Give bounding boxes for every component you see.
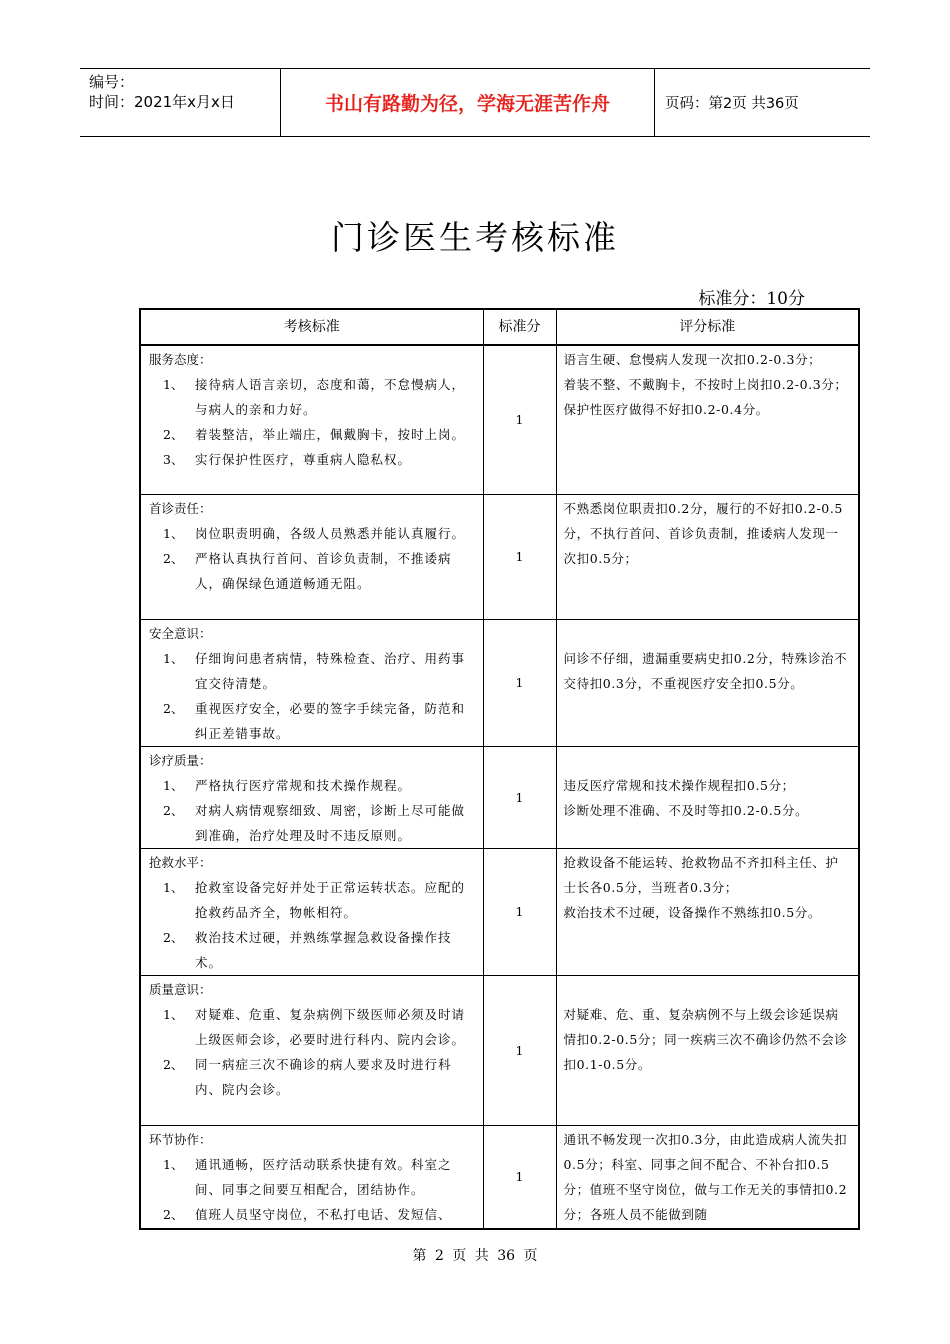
criteria-text: 语言生硬、怠慢病人发现一次扣0.2-0.3分； <box>563 352 822 367</box>
header-motto: 书山有路勤为径，学海无涯苦作舟 <box>281 69 655 136</box>
item-text: 岗位职责明确，各级人员熟悉并能认真履行。 <box>195 525 466 541</box>
list-item <box>149 372 475 422</box>
score-cell: 1 <box>483 975 556 1125</box>
item-number: 2、 <box>163 1206 184 1222</box>
criteria-cell <box>556 345 859 494</box>
item-text: 接待病人语言亲切，态度和蔼，不怠慢病人，与病人的亲和力好。 <box>195 377 466 417</box>
criteria-text: 不熟悉岗位职责扣0.2分，履行的不好扣0.2-0.5分，不执行首问、首诊负责制，推诿病人发现一次扣0.5分； <box>563 500 843 566</box>
header-page-info: 页码：第2页 共36页 <box>665 96 799 112</box>
standard-score: 标准分：10分 <box>698 289 805 309</box>
list-item <box>149 798 475 848</box>
list-item <box>149 1202 475 1227</box>
item-number: 1、 <box>163 650 184 666</box>
list-item <box>149 1152 475 1202</box>
criteria-cell <box>556 975 859 1125</box>
list-item <box>149 422 475 447</box>
list-item <box>149 925 475 975</box>
standard-cell <box>140 345 483 494</box>
item-number: 2、 <box>163 1056 184 1072</box>
item-number: 1、 <box>163 1006 184 1022</box>
row-heading: 环节协作： <box>149 1131 212 1147</box>
item-number: 2、 <box>163 929 184 945</box>
row-heading: 服务态度： <box>149 352 212 367</box>
row-heading: 诊疗质量： <box>149 752 212 768</box>
table-row <box>140 848 859 975</box>
header-meta <box>80 69 281 136</box>
page-footer: 第 2 页 共 36 页 <box>412 1248 538 1264</box>
item-number: 3、 <box>163 452 184 467</box>
criteria-cell <box>556 619 859 746</box>
list-item <box>149 696 475 746</box>
item-number: 2、 <box>163 427 184 442</box>
column-header-score: 标准分 <box>483 309 556 345</box>
item-text: 抢救室设备完好并处于正常运转状态。应配的抢救药品齐全，物帐相符。 <box>195 879 466 920</box>
table-row <box>140 494 859 619</box>
item-text: 对疑难、危重、复杂病例下级医师必须及时请上级医师会诊，必要时进行科内、院内会诊。 <box>195 1006 466 1047</box>
table-row <box>140 746 859 848</box>
row-heading: 安全意识： <box>149 625 212 641</box>
item-number: 2、 <box>163 550 184 566</box>
item-text: 救治技术过硬，并熟练掌握急救设备操作技术。 <box>195 929 452 970</box>
page-title: 门诊医生考核标准 <box>331 218 619 257</box>
criteria-text: 保护性医疗做得不好扣0.2-0.4分。 <box>563 402 769 417</box>
table-row <box>140 1125 859 1229</box>
item-number: 1、 <box>163 777 184 793</box>
item-number: 1、 <box>163 377 184 392</box>
score-cell: 1 <box>483 345 556 494</box>
table-row <box>140 975 859 1125</box>
item-text: 重视医疗安全，必要的签字手续完备，防范和纠正差错事故。 <box>195 700 466 741</box>
item-text: 实行保护性医疗，尊重病人隐私权。 <box>195 452 412 467</box>
assessment-table <box>139 308 860 1230</box>
number-label: 编号： <box>89 73 135 91</box>
time-label: 时间：2021年x月x日 <box>89 93 235 111</box>
item-text: 严格认真执行首问、首诊负责制，不推诿病人，确保绿色通道畅通无阻。 <box>195 550 452 591</box>
table-header-row <box>140 309 859 345</box>
column-header-standard: 考核标准 <box>140 309 483 345</box>
criteria-text: 着装不整、不戴胸卡，不按时上岗扣0.2-0.3分； <box>563 377 848 392</box>
list-item <box>149 875 475 925</box>
criteria-cell <box>556 746 859 848</box>
item-number: 2、 <box>163 802 184 818</box>
criteria-text: 救治技术不过硬，设备操作不熟练扣0.5分。 <box>563 904 821 920</box>
list-item <box>149 646 475 696</box>
document-header <box>80 68 870 137</box>
item-text: 着装整洁，举止端庄，佩戴胸卡，按时上岗。 <box>195 427 466 442</box>
row-heading: 质量意识： <box>149 981 212 997</box>
item-text: 严格执行医疗常规和技术操作规程。 <box>195 777 412 793</box>
list-item <box>149 1052 475 1102</box>
criteria-text: 通讯不畅发现一次扣0.3分，由此造成病人流失扣0.5分；科室、同事之间不配合、不补台扣0.5分；值班不坚守岗位，做与工作无关的事情扣0.2分；各班人员不能做到随 <box>563 1131 848 1222</box>
list-item <box>149 1002 475 1052</box>
criteria-cell <box>556 848 859 975</box>
column-header-criteria: 评分标准 <box>556 309 859 345</box>
list-item <box>149 447 475 472</box>
score-cell: 1 <box>483 1125 556 1229</box>
criteria-text: 诊断处理不准确、不及时等扣0.2-0.5分。 <box>563 802 809 818</box>
standard-cell <box>140 848 483 975</box>
criteria-text: 问诊不仔细，遗漏重要病史扣0.2分，特殊诊治不交待扣0.3分，不重视医疗安全扣0.5分。 <box>563 650 848 691</box>
item-text: 通讯通畅，医疗活动联系快捷有效。科室之间、同事之间要互相配合，团结协作。 <box>195 1156 452 1197</box>
score-cell: 1 <box>483 746 556 848</box>
item-text: 值班人员坚守岗位，不私打电话、发短信、 <box>195 1206 452 1222</box>
item-number: 1、 <box>163 879 184 895</box>
item-number: 1、 <box>163 525 184 541</box>
criteria-text: 违反医疗常规和技术操作规程扣0.5分； <box>563 777 795 793</box>
standard-cell <box>140 746 483 848</box>
item-number: 1、 <box>163 1156 184 1172</box>
criteria-cell <box>556 494 859 619</box>
row-heading: 抢救水平： <box>149 854 212 870</box>
list-item <box>149 773 475 798</box>
standard-cell <box>140 1125 483 1229</box>
criteria-cell <box>556 1125 859 1229</box>
criteria-text: 抢救设备不能运转、抢救物品不齐扣科主任、护士长各0.5分，当班者0.3分； <box>563 854 839 895</box>
standard-cell <box>140 975 483 1125</box>
standard-cell <box>140 619 483 746</box>
item-text: 对病人病情观察细致、周密，诊断上尽可能做到准确，治疗处理及时不违反原则。 <box>195 802 466 843</box>
item-text: 仔细询问患者病情，特殊检查、治疗、用药事宜交待清楚。 <box>195 650 466 691</box>
table-row <box>140 345 859 494</box>
standard-cell <box>140 494 483 619</box>
list-item <box>149 521 475 546</box>
criteria-text: 对疑难、危、重、复杂病例不与上级会诊延误病情扣0.2-0.5分；同一疾病三次不确诊仍然不会诊扣0.1-0.5分。 <box>563 1006 848 1072</box>
score-cell: 1 <box>483 848 556 975</box>
row-heading: 首诊责任： <box>149 500 212 516</box>
list-item <box>149 546 475 596</box>
item-number: 2、 <box>163 700 184 716</box>
table-row <box>140 619 859 746</box>
score-cell: 1 <box>483 619 556 746</box>
item-text: 同一病症三次不确诊的病人要求及时进行科内、院内会诊。 <box>195 1056 452 1097</box>
score-cell: 1 <box>483 494 556 619</box>
